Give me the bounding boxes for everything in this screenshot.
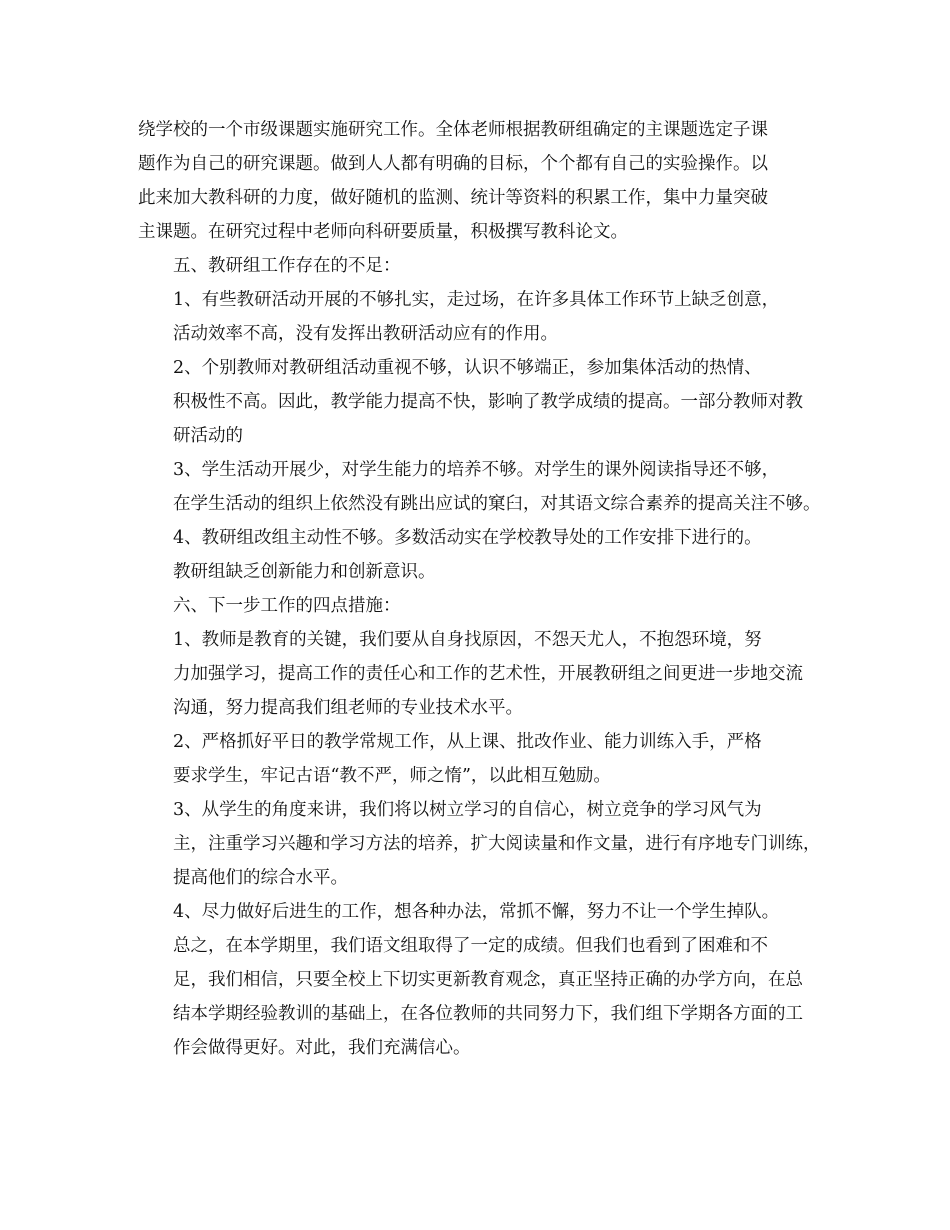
paragraph-line: 六、下一步工作的四点措施：	[173, 596, 401, 616]
paragraph-line: 要求学生，牢记古语“教不严，师之惰”，以此相互勉励。	[173, 766, 611, 786]
paragraph-line: 4、教研组改组主动性不够。多数活动实在学校教导处的工作安排下进行的。	[173, 528, 762, 548]
paragraph	[138, 521, 823, 589]
paragraph-line: 在学生活动的组织上依然没有跳出应试的窠臼，对其语文综合素养的提高关注不够。	[173, 494, 821, 514]
paragraph-line: 主课题。在研究过程中老师向科研要质量，积极撰写教科论文。	[138, 222, 628, 242]
paragraph-line: 总之，在本学期里，我们语文组取得了一定的成绩。但我们也看到了困难和不	[173, 936, 768, 956]
paragraph-line: 五、教研组工作存在的不足：	[173, 256, 401, 276]
paragraph-line: 4、尽力做好后进生的工作，想各种办法，常抓不懈，努力不让一个学生掉队。	[173, 902, 780, 922]
paragraph	[138, 623, 823, 725]
paragraph-line: 1、教师是教育的关键，我们要从自身找原因，不怨天尤人，不抱怨环境，努	[173, 630, 762, 650]
paragraph-line: 主，注重学习兴趣和学习方法的培养，扩大阅读量和作文量，进行有序地专门训练，	[173, 834, 821, 854]
paragraph	[138, 895, 823, 929]
paragraph-line: 题作为自己的研究课题。做到人人都有明确的目标，个个都有自己的实验操作。以	[138, 154, 768, 174]
document-body	[138, 113, 823, 1065]
paragraph-line: 作会做得更好。对此，我们充满信心。	[173, 1038, 471, 1058]
paragraph-line: 1、有些教研活动开展的不够扎实，走过场，在许多具体工作环节上缺乏创意，	[173, 290, 780, 310]
paragraph-line: 2、个别教师对教研组活动重视不够，认识不够端正，参加集体活动的热情、	[173, 358, 762, 378]
paragraph-line: 2、严格抓好平日的教学常规工作，从上课、批改作业、能力训练入手，严格	[173, 732, 762, 752]
paragraph	[138, 929, 823, 1065]
paragraph-line: 研活动的	[173, 426, 243, 446]
paragraph-line: 活动效率不高，没有发挥出教研活动应有的作用。	[173, 324, 558, 344]
paragraph-line: 结本学期经验教训的基础上，在各位教师的共同努力下，我们组下学期各方面的工	[173, 1004, 803, 1024]
paragraph	[138, 453, 823, 521]
paragraph	[138, 113, 823, 249]
paragraph-line: 沟通，努力提高我们组老师的专业技术水平。	[173, 698, 523, 718]
paragraph	[138, 589, 823, 623]
paragraph	[138, 249, 823, 283]
paragraph-line: 3、学生活动开展少，对学生能力的培养不够。对学生的课外阅读指导还不够，	[173, 460, 780, 480]
paragraph-line: 足，我们相信，只要全校上下切实更新教育观念，真正坚持正确的办学方向，在总	[173, 970, 803, 990]
paragraph-line: 提高他们的综合水平。	[173, 868, 348, 888]
paragraph-line: 积极性不高。因此，教学能力提高不快，影响了教学成绩的提高。一部分教师对教	[173, 392, 803, 412]
paragraph-line: 绕学校的一个市级课题实施研究工作。全体老师根据教研组确定的主课题选定子课	[138, 120, 768, 140]
paragraph	[138, 351, 823, 453]
paragraph-line: 3、从学生的角度来讲，我们将以树立学习的自信心，树立竞争的学习风气为	[173, 800, 762, 820]
paragraph-line: 此来加大教科研的力度，做好随机的监测、统计等资料的积累工作，集中力量突破	[138, 188, 768, 208]
paragraph	[138, 283, 823, 351]
paragraph-line: 教研组缺乏创新能力和创新意识。	[173, 562, 436, 582]
paragraph-line: 力加强学习，提高工作的责任心和工作的艺术性，开展教研组之间更进一步地交流	[173, 664, 803, 684]
paragraph	[138, 725, 823, 793]
paragraph	[138, 793, 823, 895]
